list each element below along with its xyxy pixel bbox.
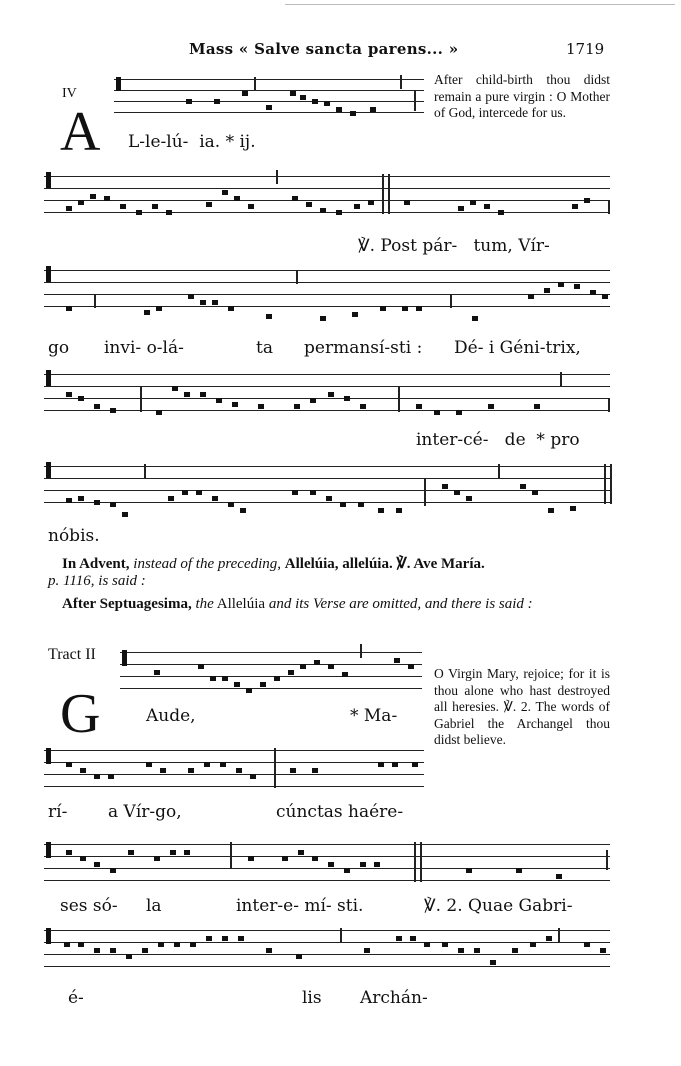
lyric-permansisti: permansí-sti : <box>304 338 423 358</box>
rubric-septuagesima <box>48 596 612 613</box>
lyric-dei-genitrix: Dé- i Géni-trix, <box>454 338 581 358</box>
rubric-advent-page-ref: p. 1116, <box>48 573 95 589</box>
chant-staff-4 <box>44 370 610 420</box>
tract-staff-3 <box>44 840 610 888</box>
rubric-septuagesima-tail: and its Verse are omitted, and there is said : <box>268 596 533 612</box>
initial-letter-g: G <box>60 683 101 745</box>
lyric-inviolata: invi- o-lá- <box>104 338 184 358</box>
tract-lyric-interemisti: inter-e- mí- sti. <box>236 896 364 916</box>
alleluia-translation: After child-birth thou didst remain a pure virgin : O Mother of God, intercede for us. <box>434 72 610 120</box>
lyric-go: go <box>48 338 70 358</box>
rubric-septuagesima-the: the <box>195 596 214 612</box>
tract-lyric-ses-so: ses só- <box>60 896 118 916</box>
lyric-ta: ta <box>256 338 273 358</box>
tract-staff-4 <box>44 926 610 978</box>
tract-staff-2 <box>44 746 424 794</box>
alleluia-lyric-1: L-le-lú- ia. * ij. <box>128 132 256 152</box>
top-rule <box>285 4 675 5</box>
tract-lyric-verse2: ℣. 2. Quae Gabri- <box>424 896 573 916</box>
lyric-intercede: inter-cé- de * pro <box>416 430 580 450</box>
rubric-advent-italic: instead of the preceding, <box>133 556 282 572</box>
tract-lyric-a-virgo: a Vír-go, <box>108 802 182 822</box>
tract-lyric-ri: rí- <box>48 802 68 822</box>
tract-lyric-gaude: Aude, <box>146 706 196 726</box>
tract-lyric-la: la <box>146 896 162 916</box>
page-header <box>0 40 681 62</box>
tract-lyric-archan: Archán- <box>360 988 428 1008</box>
alleluia-verse-start: ℣. Post pár- tum, Vír- <box>358 236 550 256</box>
rubric-advent-tail: is said : <box>98 573 146 589</box>
tract-label: Tract II <box>48 646 96 663</box>
tract-translation: O Virgin Mary, rejoice; for it is thou alone who hast destroyed all heresies. ℣. 2. The words of Gabriel the Archangel thou didst believe. <box>434 666 610 747</box>
lyric-nobis: nóbis. <box>48 526 100 546</box>
chant-staff-1 <box>114 77 424 117</box>
tract-lyric-lis: lis <box>302 988 322 1008</box>
chant-staff-2 <box>44 172 610 220</box>
mode-number: IV <box>62 86 77 101</box>
rubric-advent-alleluia: Allelúia, allelúia. <box>284 556 393 572</box>
chant-staff-3 <box>44 266 610 316</box>
tract-staff-1 <box>120 648 422 696</box>
page-title: Mass « Salve sancta parens... » <box>189 40 459 58</box>
tract-lyric-ma: * Ma- <box>350 706 398 726</box>
rubric-septuagesima-lead: After Septuagesima, <box>62 596 192 612</box>
rubric-septuagesima-alleluia: Allelúia <box>216 596 266 612</box>
page-number: 1719 <box>566 40 605 58</box>
rubric-advent-verse: ℣. Ave María. <box>396 556 485 572</box>
tract-lyric-e: é- <box>68 988 84 1008</box>
rubric-advent <box>48 556 612 590</box>
rubric-advent-lead: In Advent, <box>62 556 130 572</box>
initial-letter-a: A <box>60 101 101 163</box>
tract-lyric-cunctas: cúnctas haére- <box>276 802 404 822</box>
chant-staff-5 <box>44 462 610 514</box>
